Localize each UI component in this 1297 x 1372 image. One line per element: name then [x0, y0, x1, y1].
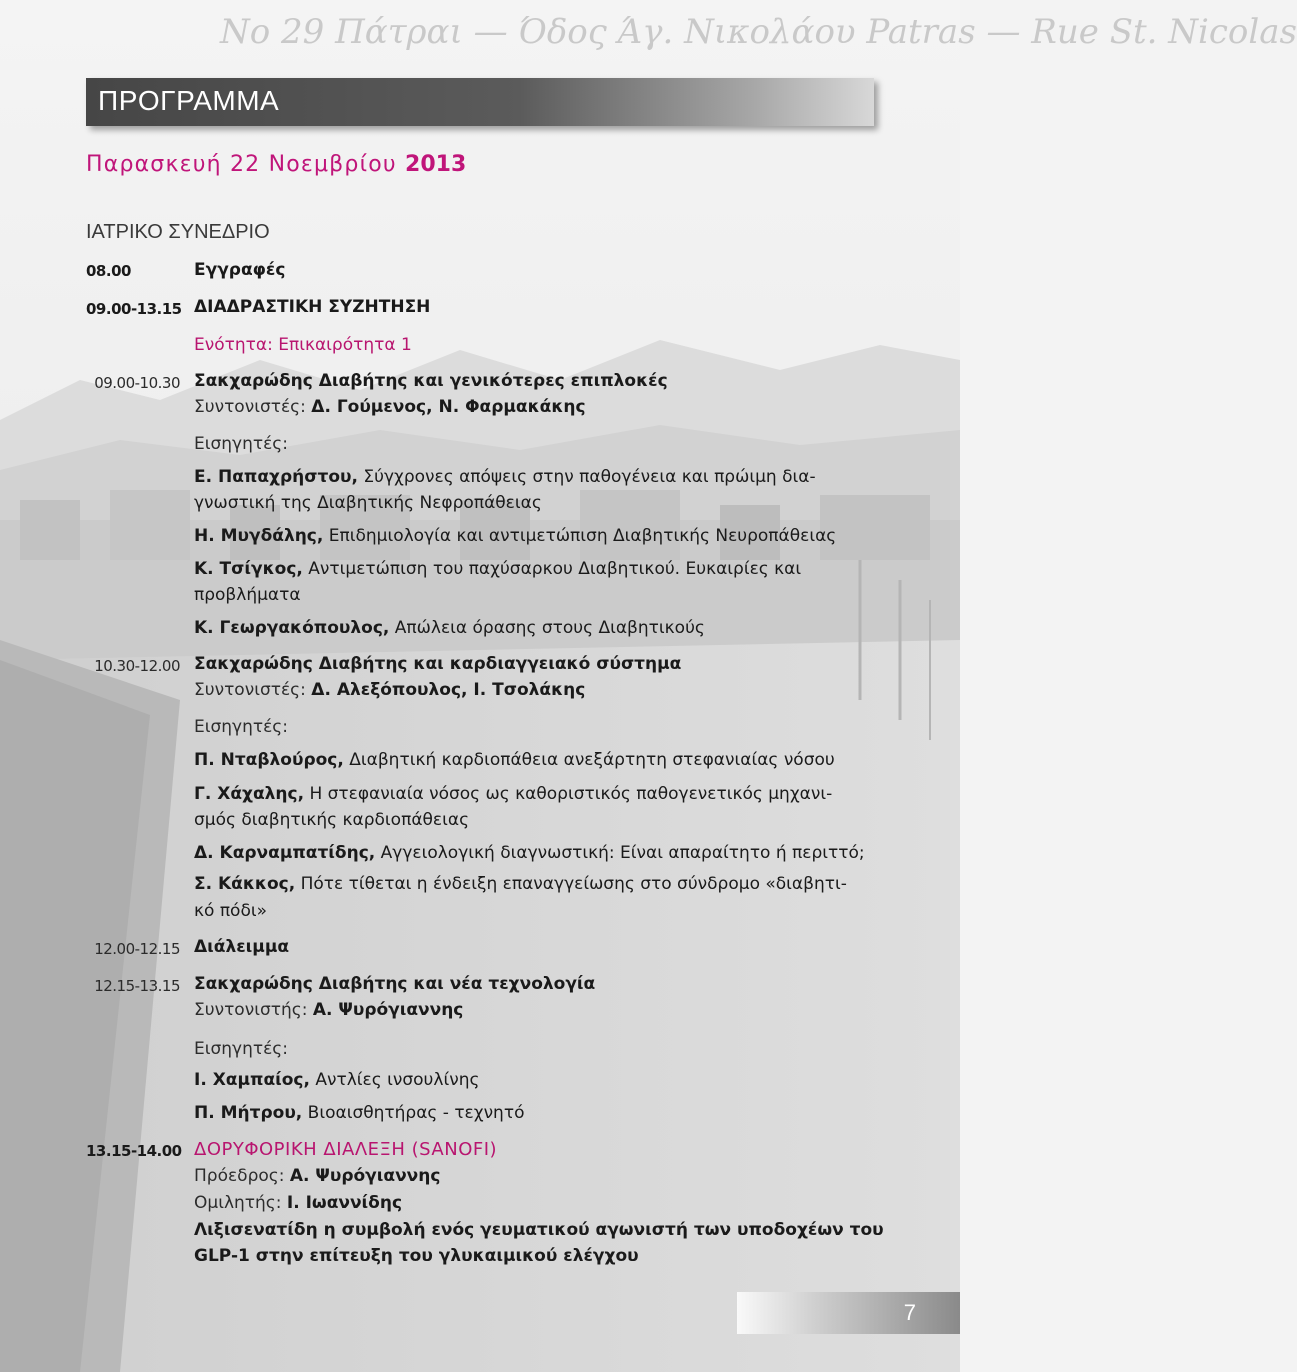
time-break: 12.00-12.15: [94, 940, 180, 958]
unit-label: Ενότητα: Επικαιρότητα 1: [194, 335, 412, 355]
satellite-lecture-title: Λιξισενατίδη η συμβολή ενός γευματικού αγωνιστή των υποδοχέων του: [194, 1220, 884, 1240]
program-title: ΠΡΟΓΡΑΜΜΑ: [98, 85, 280, 116]
session-2-title: Σακχαρώδης Διαβήτης και καρδιαγγειακό σύστημα: [194, 654, 682, 674]
talk-2-1: Π. Νταβλούρος, Διαβητική καρδιοπάθεια ανεξάρτητη στεφανιαίας νόσου: [194, 750, 835, 770]
page-number-tab: [737, 1292, 960, 1334]
session-3-coordinator: Συντονιστής: Α. Ψυρόγιαννης: [194, 1000, 464, 1020]
session-2-coordinators: Συντονιστές: Δ. Αλεξόπουλος, Ι. Τσολάκης: [194, 680, 586, 700]
registration-label: Εγγραφές: [194, 260, 286, 280]
program-banner: [86, 78, 874, 126]
talk-1-3: Κ. Τσίγκος, Αντιμετώπιση του παχύσαρκου Διαβητικού. Ευκαιρίες και: [194, 559, 802, 579]
talk-1-4: Κ. Γεωργακόπουλος, Απώλεια όρασης στους Διαβητικούς: [194, 618, 705, 638]
session-3-speakers-label: Εισηγητές:: [194, 1039, 289, 1059]
talk-2-2: Γ. Χάχαλης, Η στεφανιαία νόσος ως καθοριστικός παθογενετικός μηχανι-: [194, 784, 833, 804]
satellite-chair: Πρόεδρος: Α. Ψυρόγιαννης: [194, 1166, 441, 1186]
time-discussion: 09.00-13.15: [86, 300, 182, 318]
time-session-3: 12.15-13.15: [94, 977, 180, 995]
talk-1-3-cont: προβλήματα: [194, 585, 301, 605]
talk-1-1-cont: γνωστική της Διαβητικής Νεφροπάθειας: [194, 493, 542, 513]
satellite-lecture-title-cont: GLP-1 στην επίτευξη του γλυκαιμικού ελέγχου: [194, 1246, 639, 1266]
time-session-2: 10.30-12.00: [94, 657, 180, 675]
section-title: ΙΑΤΡΙΚΟ ΣΥΝΕΔΡΙΟ: [86, 221, 270, 243]
day-date: Παρασκευή 22 Νοεμβρίου: [86, 152, 397, 177]
talk-3-1: Ι. Χαμπαίος, Αντλίες ινσουλίνης: [194, 1070, 480, 1090]
time-satellite: 13.15-14.00: [86, 1142, 182, 1160]
day-year: 2013: [405, 152, 467, 177]
session-1-title: Σακχαρώδης Διαβήτης και γενικότερες επιπλοκές: [194, 371, 668, 391]
talk-2-3: Δ. Καρναμπατίδης, Αγγειολογική διαγνωστική: Είναι απαραίτητο ή περιττό;: [194, 843, 865, 863]
break-label: Διάλειμμα: [194, 937, 290, 957]
session-2-speakers-label: Εισηγητές:: [194, 717, 289, 737]
day-heading: [86, 152, 466, 177]
time-session-1: 09.00-10.30: [94, 374, 180, 392]
talk-2-4-cont: κό πόδι»: [194, 901, 268, 921]
page-number: 7: [903, 1300, 916, 1325]
discussion-label: ΔΙΑΔΡΑΣΤΙΚΗ ΣΥΖΗΤΗΣΗ: [194, 297, 431, 317]
session-3-title: Σακχαρώδης Διαβήτης και νέα τεχνολογία: [194, 974, 596, 994]
satellite-speaker: Ομιλητής: Ι. Ιωαννίδης: [194, 1193, 403, 1213]
talk-3-2: Π. Μήτρου, Βιοαισθητήρας - τεχνητό: [194, 1103, 525, 1123]
session-1-coordinators: Συντονιστές: Δ. Γούμενος, Ν. Φαρμακάκης: [194, 397, 586, 417]
photo-caption: No 29 Πάτραι — Όδος Άγ. Νικολάου Patras — Rue St. Nicolas: [220, 12, 1297, 52]
session-1-speakers-label: Εισηγητές:: [194, 434, 289, 454]
talk-2-2-cont: σμός διαβητικής καρδιοπάθειας: [194, 810, 470, 830]
talk-2-4: Σ. Κάκκος, Πότε τίθεται η ένδειξη επαναγγείωσης στο σύνδρομο «διαβητι-: [194, 874, 847, 894]
talk-1-2: Η. Μυγδάλης, Επιδημιολογία και αντιμετώπιση Διαβητικής Νευροπάθειας: [194, 526, 837, 546]
time-registration: 08.00: [86, 262, 131, 280]
satellite-title: ΔΟΡΥΦΟΡΙΚΗ ΔΙΑΛΕΞΗ (SANOFI): [194, 1139, 498, 1160]
talk-1-1: Ε. Παπαχρήστου, Σύγχρονες απόψεις στην παθογένεια και πρώιμη δια-: [194, 467, 816, 487]
